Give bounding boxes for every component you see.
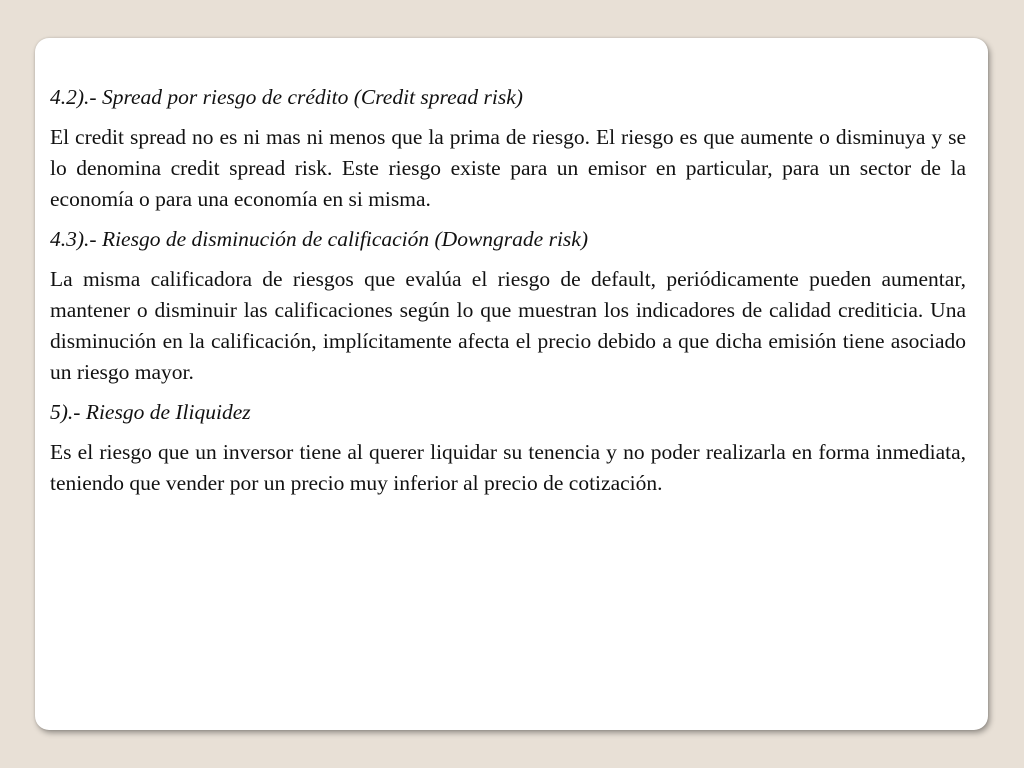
section-heading-downgrade-risk: 4.3).- Riesgo de disminución de calificación (Downgrade risk) xyxy=(50,227,588,251)
section-heading-liquidity-risk: 5).- Riesgo de Iliquidez xyxy=(50,400,251,424)
section-body-downgrade-risk: La misma calificadora de riesgos que evalúa el riesgo de default, periódicamente pueden aumentar, mantener o disminuir las calificaciones según lo que muestran los indicadores de calidad crediticia. Una disminución en la calificación, implícitamente afecta el precio debido a que dicha emisión tiene asociado un riesgo mayor. xyxy=(50,267,966,384)
section-body-liquidity-risk: Es el riesgo que un inversor tiene al querer liquidar su tenencia y no poder realizarla en forma inmediata, teniendo que vender por un precio muy inferior al precio de cotización. xyxy=(50,440,966,495)
slide-content-card xyxy=(35,38,988,730)
section-heading-credit-spread-risk: 4.2).- Spread por riesgo de crédito (Credit spread risk) xyxy=(50,85,523,109)
section-body-credit-spread-risk: El credit spread no es ni mas ni menos que la prima de riesgo. El riesgo es que aumente o disminuya y se lo denomina credit spread risk. Este riesgo existe para un emisor en particular, para un sector de la economía o para una economía en si misma. xyxy=(50,125,966,211)
